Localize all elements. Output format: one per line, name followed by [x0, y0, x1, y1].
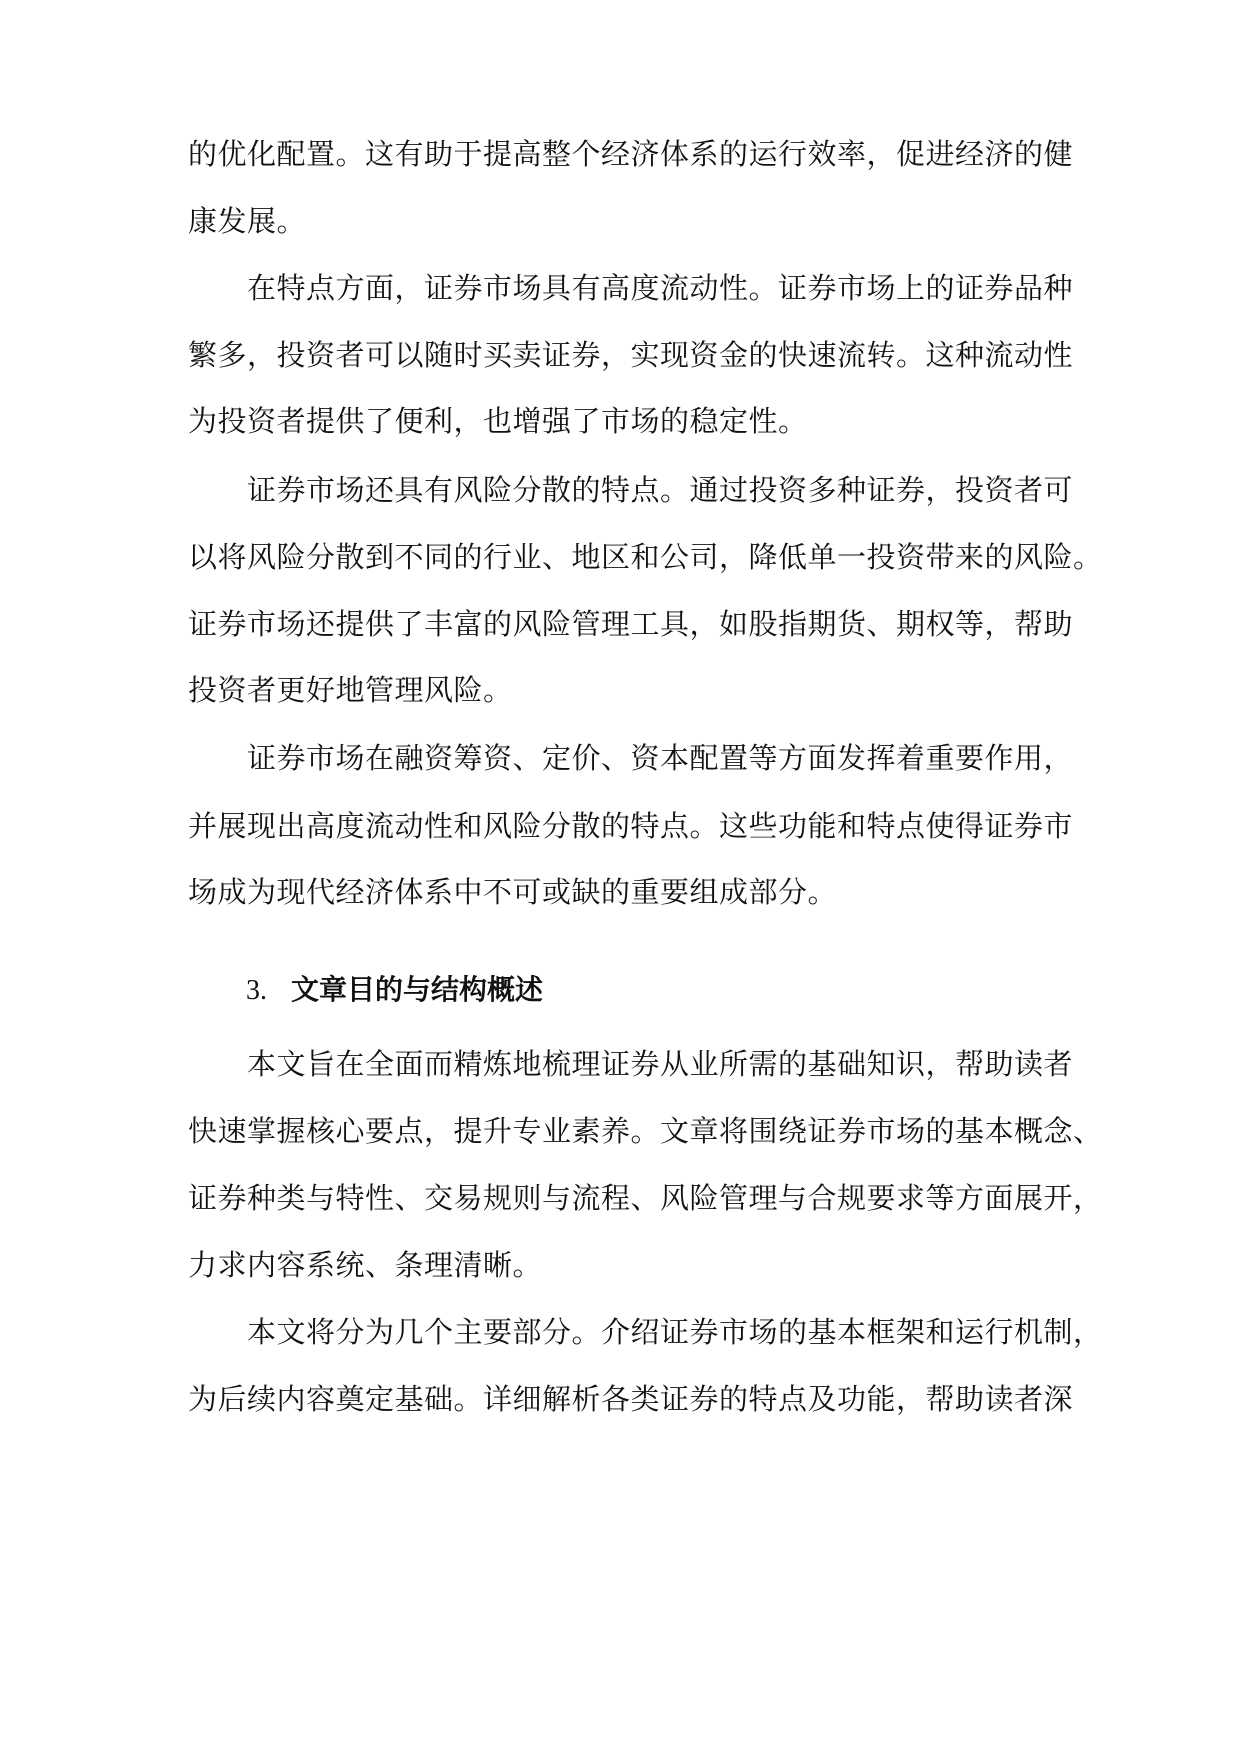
paragraph-line: 的优化配置。这有助于提高整个经济体系的运行效率，促进经济的健	[188, 137, 1074, 171]
paragraph-line: 证券市场在融资筹资、定价、资本配置等方面发挥着重要作用，	[188, 741, 1074, 775]
paragraph-line: 繁多，投资者可以随时买卖证券，实现资金的快速流转。这种流动性	[188, 338, 1074, 372]
paragraph-line: 证券市场还具有风险分散的特点。通过投资多种证券，投资者可	[188, 473, 1074, 507]
paragraph-line: 本文将分为几个主要部分。介绍证券市场的基本框架和运行机制，	[188, 1315, 1103, 1349]
section-heading	[246, 970, 543, 1011]
paragraph-line: 康发展。	[188, 204, 307, 238]
paragraph-line: 力求内容系统、条理清晰。	[188, 1248, 543, 1282]
paragraph-line: 并展现出高度流动性和风险分散的特点。这些功能和特点使得证券市	[188, 809, 1074, 843]
section-number: 3.	[246, 975, 267, 1006]
paragraph-line: 以将风险分散到不同的行业、地区和公司，降低单一投资带来的风险。	[188, 540, 1103, 574]
paragraph-line: 为投资者提供了便利，也增强了市场的稳定性。	[188, 404, 808, 438]
paragraph-line: 场成为现代经济体系中不可或缺的重要组成部分。	[188, 875, 838, 909]
section-title: 文章目的与结构概述	[291, 973, 544, 1006]
paragraph-line: 证券种类与特性、交易规则与流程、风险管理与合规要求等方面展开，	[188, 1181, 1103, 1215]
paragraph-line: 投资者更好地管理风险。	[188, 673, 513, 707]
paragraph-line: 为后续内容奠定基础。详细解析各类证券的特点及功能，帮助读者深	[188, 1382, 1074, 1416]
paragraph-line: 本文旨在全面而精炼地梳理证券从业所需的基础知识，帮助读者	[188, 1047, 1074, 1081]
paragraph-line: 证券市场还提供了丰富的风险管理工具，如股指期货、期权等，帮助	[188, 607, 1074, 641]
paragraph-line: 快速掌握核心要点，提升专业素养。文章将围绕证券市场的基本概念、	[188, 1114, 1103, 1148]
paragraph-line: 在特点方面，证券市场具有高度流动性。证券市场上的证券品种	[188, 271, 1074, 305]
